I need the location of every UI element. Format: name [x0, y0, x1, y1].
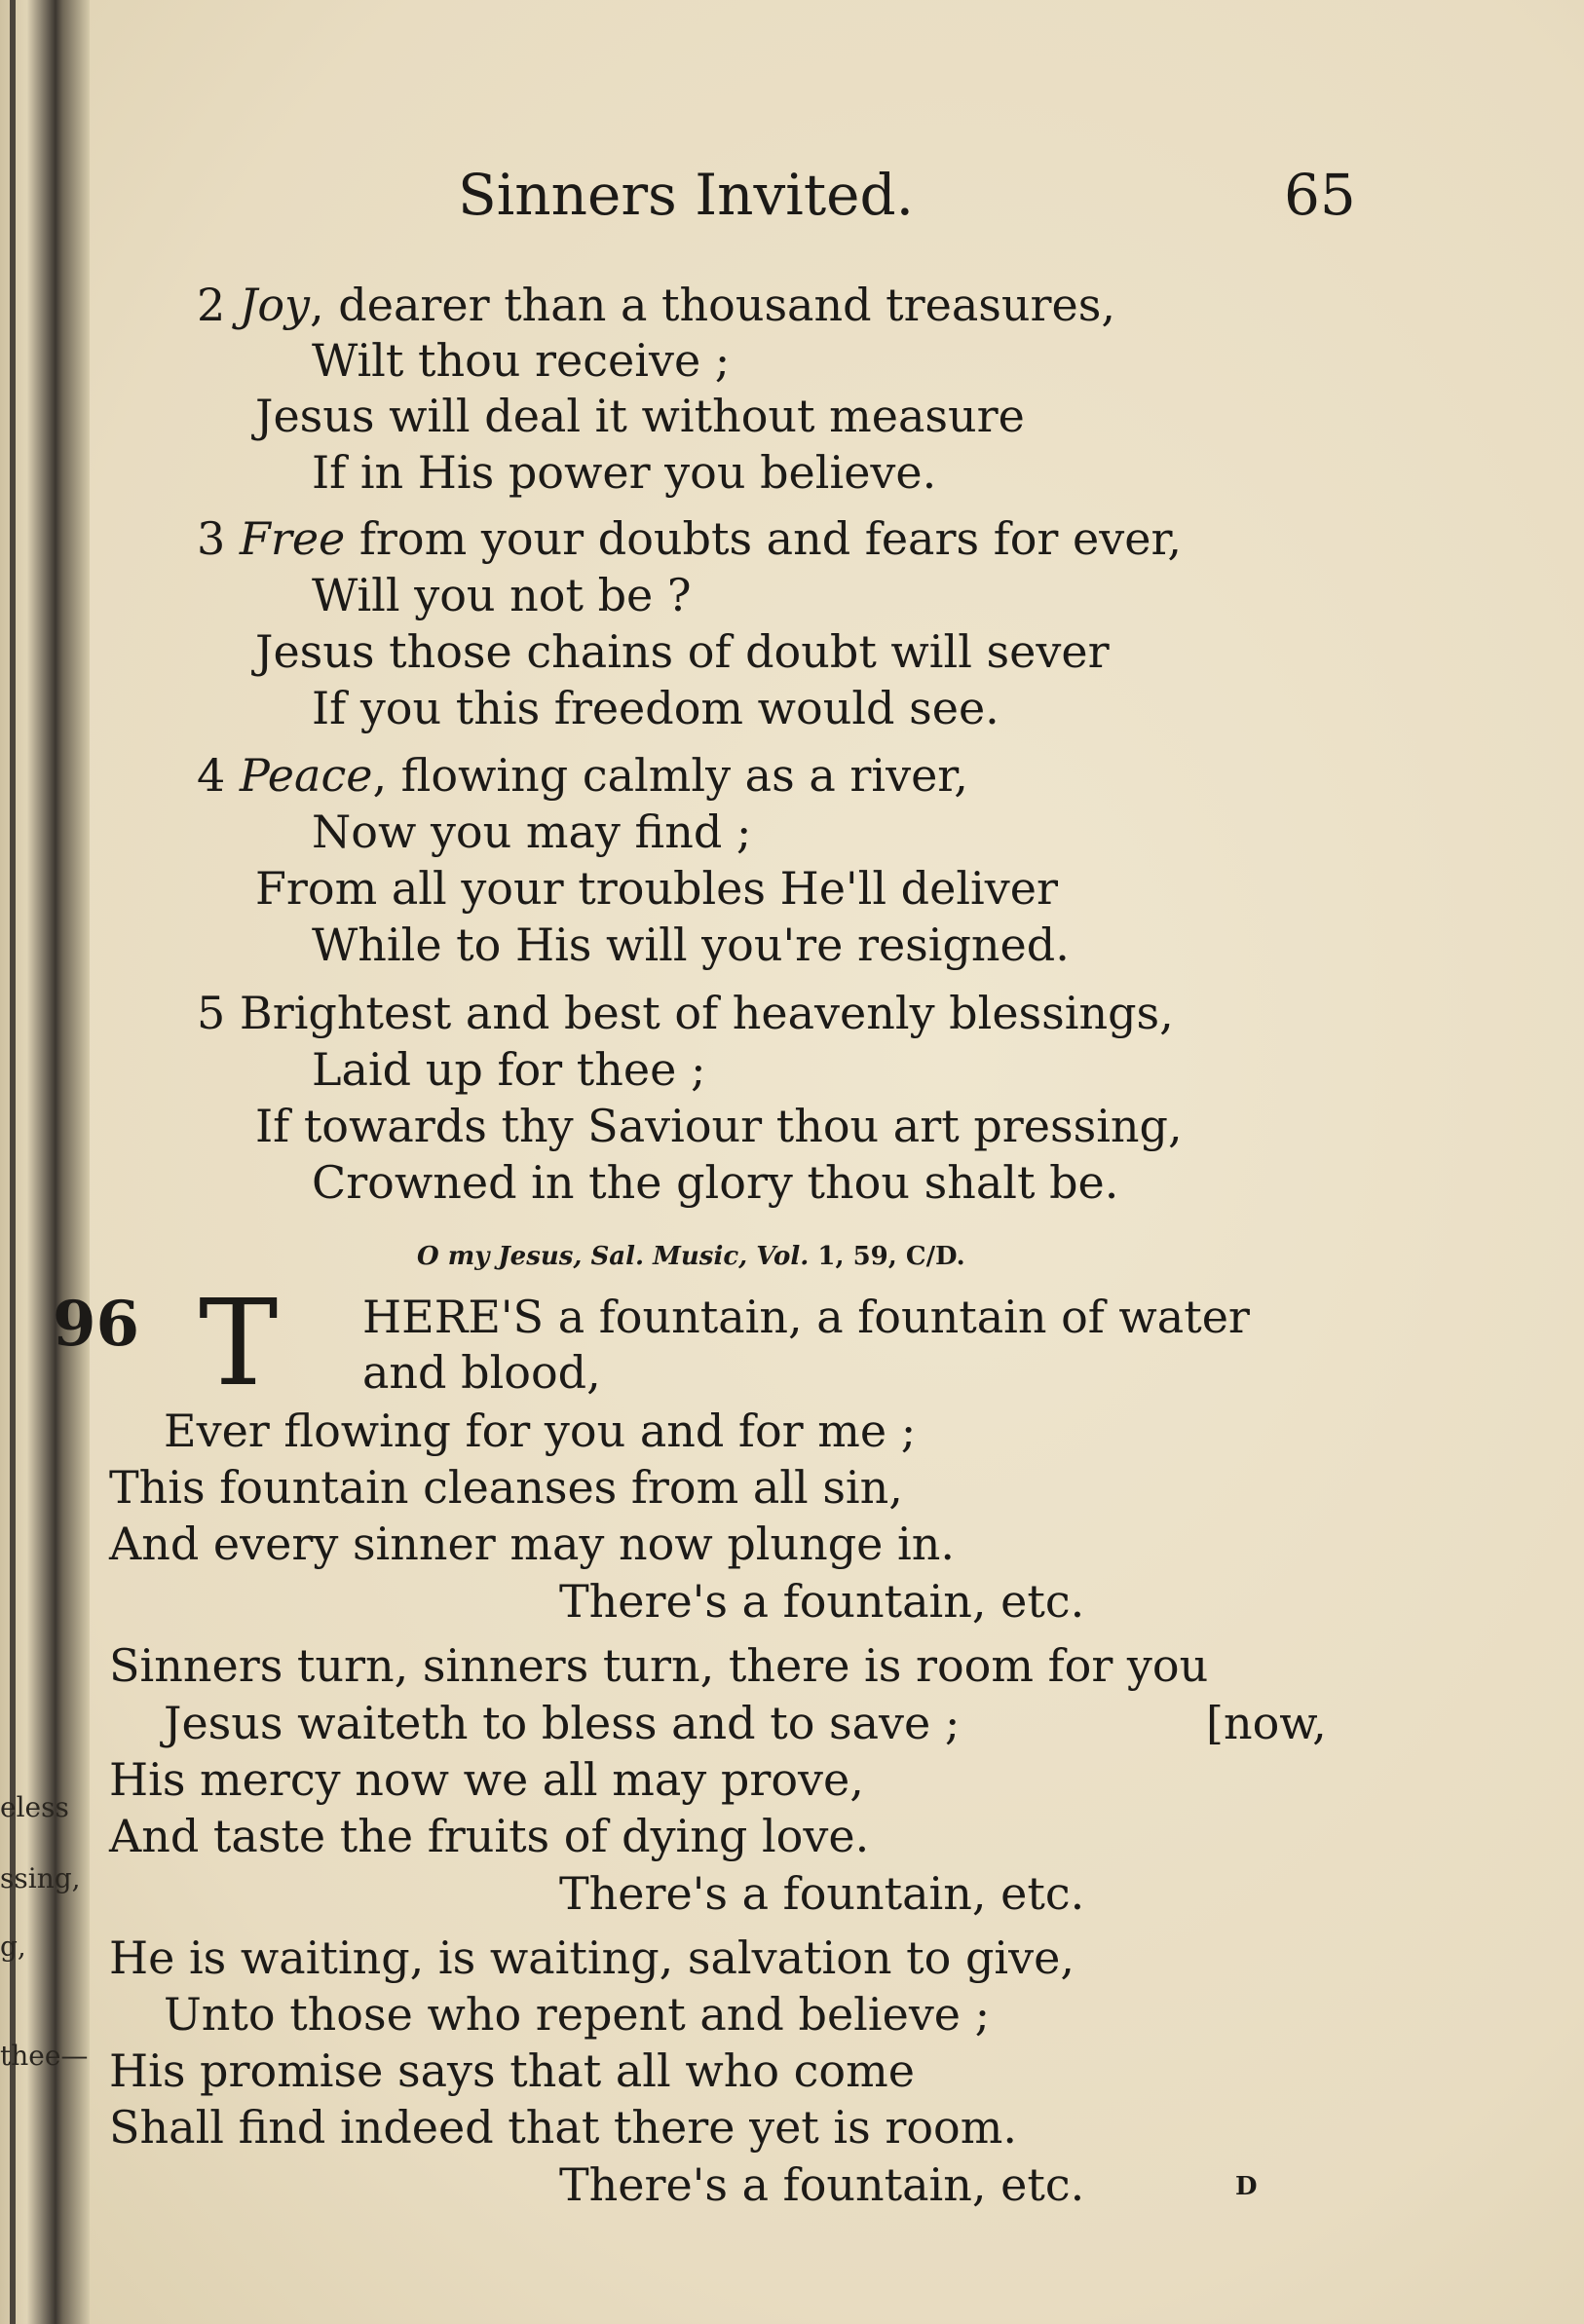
- verse-line: If in His power you believe.: [312, 446, 937, 499]
- margin-fragment: g,: [0, 1930, 26, 1963]
- hymn-line: and blood,: [362, 1346, 601, 1399]
- verse-first-line: [197, 749, 968, 802]
- verse-line-text: , dearer than a thousand treasures,: [310, 279, 1115, 331]
- verse-keyword: Free: [239, 512, 346, 565]
- hymn-line: And every sinner may now plunge in.: [109, 1518, 955, 1570]
- drop-cap: T: [199, 1274, 279, 1412]
- verse-line-text: from your doubts and fears for ever,: [345, 512, 1183, 565]
- hymn-line: He is waiting, is waiting, salvation to give,: [109, 1931, 1075, 1984]
- margin-fragment: ssing,: [0, 1862, 81, 1894]
- page-number: 65: [1284, 162, 1356, 228]
- hymn-line: Shall find indeed that there yet is room.: [109, 2101, 1017, 2154]
- verse-first-line: [197, 987, 1174, 1039]
- verse-first-line: [197, 512, 1183, 565]
- hymn-line: Ever flowing for you and for me ;: [164, 1405, 917, 1457]
- hymn-line: His promise says that all who come: [109, 2044, 915, 2097]
- hymn-line: And taste the fruits of dying love.: [109, 1810, 870, 1862]
- page-title: Sinners Invited.: [458, 162, 915, 228]
- margin-fragment: thee—: [0, 2040, 89, 2072]
- verse-line: While to His will you're resigned.: [312, 918, 1070, 971]
- hymn-line: Unto those who repent and believe ;: [164, 1988, 991, 2041]
- hymn-line: Sinners turn, sinners turn, there is room for you: [109, 1639, 1209, 1692]
- hymn-line: This fountain cleanses from all sin,: [109, 1461, 903, 1514]
- chorus-line: There's a fountain, etc.: [559, 2158, 1085, 2211]
- verse-line: Jesus will deal it without measure: [255, 390, 1025, 442]
- verse-line: If you this freedom would see.: [312, 682, 999, 734]
- verse-line: If towards thy Saviour thou art pressing,: [255, 1100, 1183, 1152]
- hymn-number: 96: [53, 1288, 140, 1361]
- verse-first-line: [197, 279, 1115, 331]
- verse-number: 5: [197, 987, 226, 1039]
- verse-line: From all your troubles He'll deliver: [255, 862, 1058, 915]
- verse-number: 4: [197, 749, 226, 802]
- signature-mark: D: [1235, 2172, 1258, 2201]
- verse-line: Jesus those chains of doubt will sever: [255, 625, 1110, 678]
- verse-keyword: Joy: [239, 279, 311, 331]
- hymn-line: His mercy now we all may prove,: [109, 1753, 864, 1806]
- tune-reference: O my Jesus, Sal. Music, Vol. 1, 59, C/D.: [417, 1242, 965, 1271]
- verse-line: Wilt thou receive ;: [312, 334, 731, 387]
- verse-line: Will you not be ?: [312, 569, 692, 621]
- verse-keyword: Peace: [239, 749, 373, 802]
- hymn-line-turnover: [now,: [1206, 1697, 1327, 1749]
- verse-number: 3: [197, 512, 226, 565]
- margin-fragment: eless: [0, 1791, 69, 1823]
- verse-line-text: , flowing calmly as a river,: [372, 749, 968, 802]
- hymn-line: HERE'S a fountain, a fountain of water: [362, 1291, 1250, 1343]
- verse-line-text: Brightest and best of heavenly blessings,: [239, 987, 1174, 1039]
- chorus-line: There's a fountain, etc.: [559, 1575, 1085, 1628]
- hymn-line: Jesus waiteth to bless and to save ;: [164, 1697, 961, 1749]
- verse-line: Now you may find ;: [312, 806, 752, 858]
- verse-number: 2: [197, 279, 226, 331]
- verse-line: Laid up for thee ;: [312, 1043, 706, 1096]
- gutter-edge: [10, 0, 16, 2324]
- verse-line: Crowned in the glory thou shalt be.: [312, 1156, 1119, 1209]
- chorus-line: There's a fountain, etc.: [559, 1867, 1085, 1920]
